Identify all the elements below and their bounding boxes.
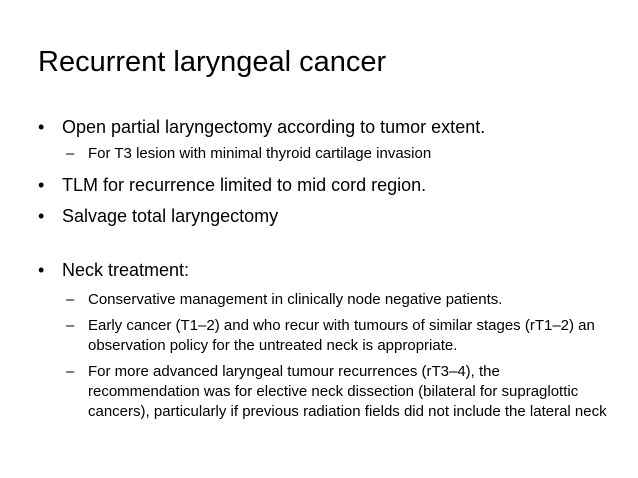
bullet-icon: • (38, 260, 45, 280)
bullet-text: Open partial laryngectomy according to tumor extent. (62, 117, 486, 137)
subitem-conservative-management (38, 290, 610, 310)
dash-icon: – (66, 145, 75, 162)
bullet-item-neck-treatment (38, 258, 610, 282)
subitem-text: Early cancer (T1–2) and who recur with tumours of similar stages (rT1–2) an observation policy for the untreated neck is appropriate. (88, 317, 595, 354)
bullet-list (38, 115, 610, 422)
bullet-icon: • (38, 175, 45, 195)
dash-icon: – (66, 291, 75, 308)
bullet-item-salvage-total-laryngectomy (38, 204, 610, 228)
subitem-t3-lesion (38, 144, 610, 164)
subitem-advanced-recurrences (38, 362, 610, 422)
subitem-text: Conservative management in clinically node negative patients. (88, 291, 503, 308)
bullet-icon: • (38, 117, 45, 137)
bullet-icon: • (38, 206, 45, 226)
subitem-text: For T3 lesion with minimal thyroid cartilage invasion (88, 145, 432, 162)
slide-title: Recurrent laryngeal cancer (38, 46, 387, 78)
subitem-text: For more advanced laryngeal tumour recurrences (rT3–4), the recommendation was for elective neck dissection (bilateral for supraglottic cancers), particularly if previous radiation fields did not include the lateral neck (88, 363, 607, 420)
bullet-text: Salvage total laryngectomy (62, 206, 279, 226)
dash-icon: – (66, 317, 75, 334)
bullet-text: Neck treatment: (62, 260, 190, 280)
dash-icon: – (66, 363, 75, 380)
bullet-item-tlm (38, 173, 610, 197)
bullet-item-open-partial-laryngectomy (38, 115, 610, 139)
subitem-early-cancer (38, 316, 610, 356)
bullet-text: TLM for recurrence limited to mid cord region. (62, 175, 427, 195)
